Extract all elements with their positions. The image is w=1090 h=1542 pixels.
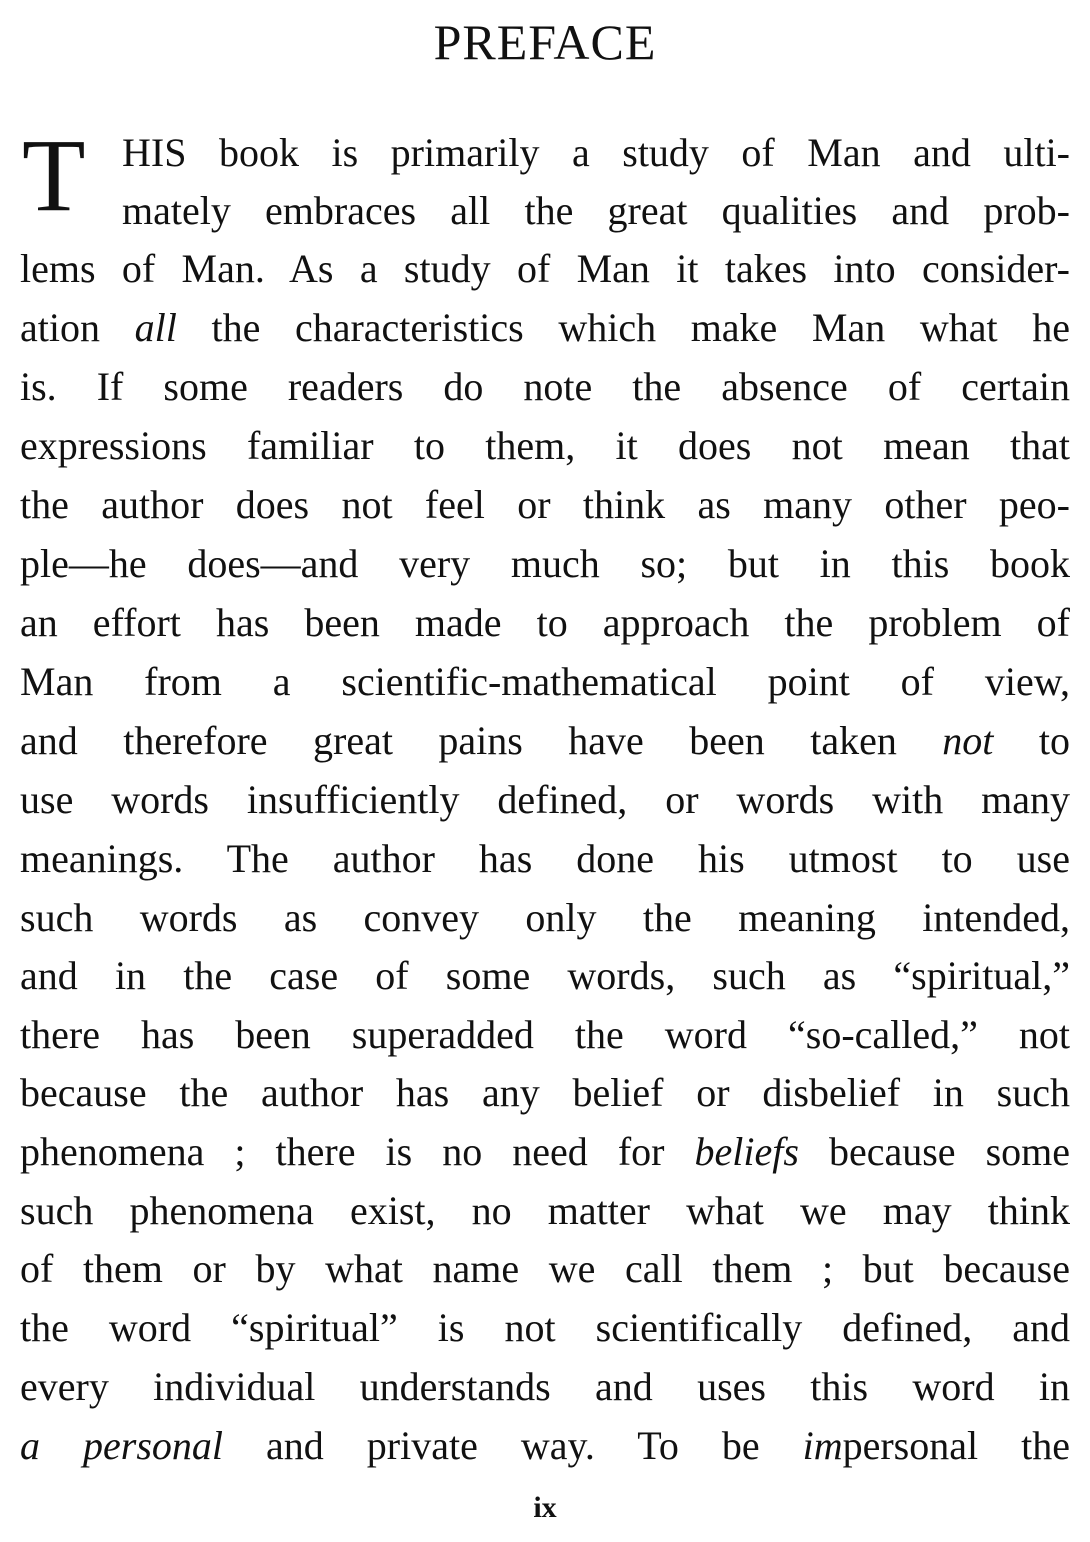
emphasis-text: a personal <box>20 1423 224 1468</box>
text-line: mately embraces all the great qualities and prob- <box>122 188 1070 233</box>
emphasis-text: all <box>134 305 177 350</box>
text-line: Man from a scientific-mathematical point of view, <box>20 659 1070 704</box>
text-line: meanings. The author has done his utmost to use <box>20 836 1070 881</box>
text-line: an effort has been made to approach the problem of <box>20 600 1070 645</box>
text-run: because some <box>798 1129 1071 1174</box>
emphasis-text: beliefs <box>694 1129 799 1174</box>
text-line: every individual understands and uses this word in <box>20 1364 1070 1409</box>
text-run: and private way. To be <box>223 1423 803 1468</box>
drop-cap-letter: T <box>22 118 86 233</box>
emphasis-text: not <box>942 718 994 763</box>
text-line <box>20 1123 1070 1181</box>
text-line: and in the case of some words, such as “spiritual,” <box>20 953 1070 998</box>
text-run: ation <box>20 305 135 350</box>
text-run: and therefore great pains have been taken <box>20 718 943 763</box>
text-line: HIS book is primarily a study of Man and ulti- <box>122 130 1070 175</box>
text-run: to <box>993 718 1070 763</box>
text-line: there has been superadded the word “so-called,” not <box>20 1012 1070 1057</box>
text-line: the word “spiritual” is not scientifically defined, and <box>20 1305 1070 1350</box>
text-line: ple—he does—and very much so; but in this book <box>20 541 1070 586</box>
text-run: the characteristics which make Man what he <box>176 305 1070 350</box>
text-line: such phenomena exist, no matter what we may think <box>20 1188 1070 1233</box>
text-line: because the author has any belief or disbelief in such <box>20 1070 1070 1115</box>
text-line <box>20 299 1070 357</box>
text-line: the author does not feel or think as many other peo- <box>20 482 1070 527</box>
text-line: expressions familiar to them, it does not mean that <box>20 423 1070 468</box>
text-run: personal the <box>842 1423 1070 1468</box>
page-number: ix <box>533 1491 557 1524</box>
text-line <box>20 1417 1070 1475</box>
text-line <box>20 712 1070 770</box>
text-line: lems of Man. As a study of Man it takes into consider- <box>20 246 1070 291</box>
text-line: such words as convey only the meaning intended, <box>20 895 1070 940</box>
emphasis-text: im <box>802 1423 843 1468</box>
text-line: use words insufficiently defined, or words with many <box>20 777 1070 822</box>
text-line: is. If some readers do note the absence of certain <box>20 364 1070 409</box>
text-run: phenomena ; there is no need for <box>20 1129 695 1174</box>
text-line: of them or by what name we call them ; but because <box>20 1246 1070 1291</box>
page-title: PREFACE <box>433 14 657 70</box>
